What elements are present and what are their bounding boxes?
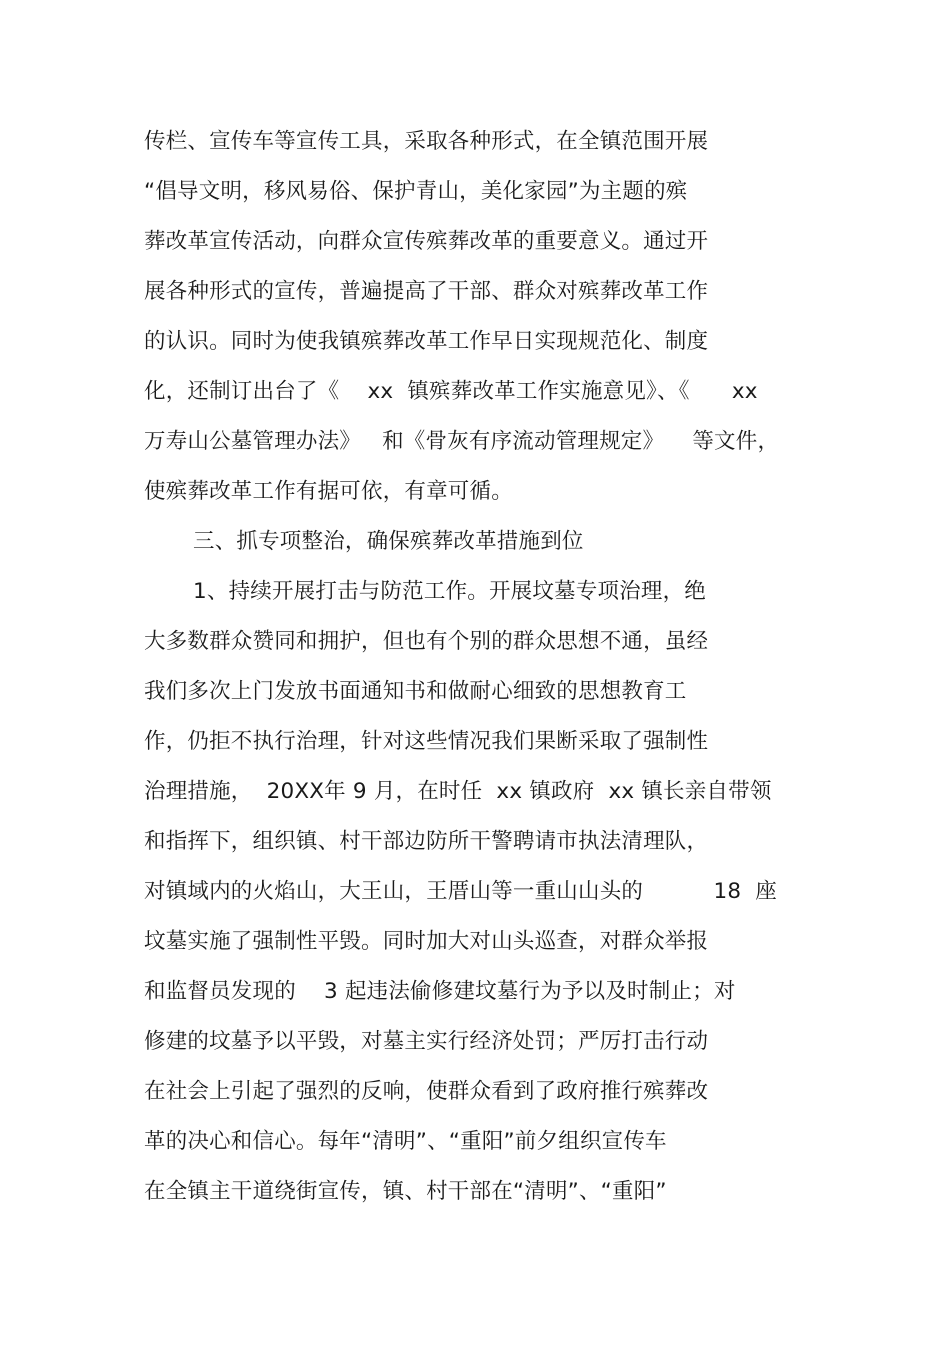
text-line: 作，仍拒不执行治理，针对这些情况我们果断采取了强制性 bbox=[144, 729, 709, 754]
text-line: 展各种形式的宣传，普遍提高了干部、群众对殡葬改革工作 bbox=[144, 279, 709, 304]
text-line: 在社会上引起了强烈的反响，使群众看到了政府推行殡葬改 bbox=[144, 1079, 709, 1104]
text-line: 坟墓实施了强制性平毁。同时加大对山头巡查，对群众举报 bbox=[144, 929, 709, 954]
text-line: 和监督员发现的 3 起违法偷修建坟墓行为予以及时制止；对 bbox=[144, 979, 736, 1004]
paragraph-start: 1、持续开展打击与防范工作。开展坟墓专项治理，绝 bbox=[193, 579, 706, 604]
text-line: 传栏、宣传车等宣传工具，采取各种形式，在全镇范围开展 bbox=[144, 129, 709, 154]
text-line: 我们多次上门发放书面通知书和做耐心细致的思想教育工 bbox=[144, 679, 687, 704]
text-line: 对镇域内的火焰山，大王山，王厝山等一重山山头的 18 座 bbox=[144, 879, 777, 904]
text-line: 葬改革宣传活动，向群众宣传殡葬改革的重要意义。通过开 bbox=[144, 229, 709, 254]
text-line: 化，还制订出台了《 xx 镇殡葬改革工作实施意见》、《 xx bbox=[144, 379, 758, 404]
text-line: 大多数群众赞同和拥护，但也有个别的群众思想不通，虽经 bbox=[144, 629, 709, 654]
text-line: 革的决心和信心。每年“清明”、“重阳”前夕组织宣传车 bbox=[144, 1129, 667, 1154]
section-heading: 三、抓专项整治，确保殡葬改革措施到位 bbox=[193, 529, 584, 554]
text-line: 的认识。同时为使我镇殡葬改革工作早日实现规范化、制度 bbox=[144, 329, 709, 354]
text-line: “倡导文明，移风易俗、保护青山，美化家园”为主题的殡 bbox=[144, 179, 688, 204]
text-line: 治理措施， 20XX年 9 月，在时任 xx 镇政府 xx 镇长亲自带领 bbox=[144, 779, 772, 804]
text-line: 修建的坟墓予以平毁，对墓主实行经济处罚；严厉打击行动 bbox=[144, 1029, 709, 1054]
text-line: 万寿山公墓管理办法》 和《骨灰有序流动管理规定》 等文件， bbox=[144, 429, 780, 454]
text-line: 和指挥下，组织镇、村干部边防所干警聘请市执法清理队， bbox=[144, 829, 709, 854]
text-line: 在全镇主干道绕街宣传，镇、村干部在“清明”、“重阳” bbox=[144, 1179, 667, 1204]
text-line: 使殡葬改革工作有据可依，有章可循。 bbox=[144, 479, 513, 504]
